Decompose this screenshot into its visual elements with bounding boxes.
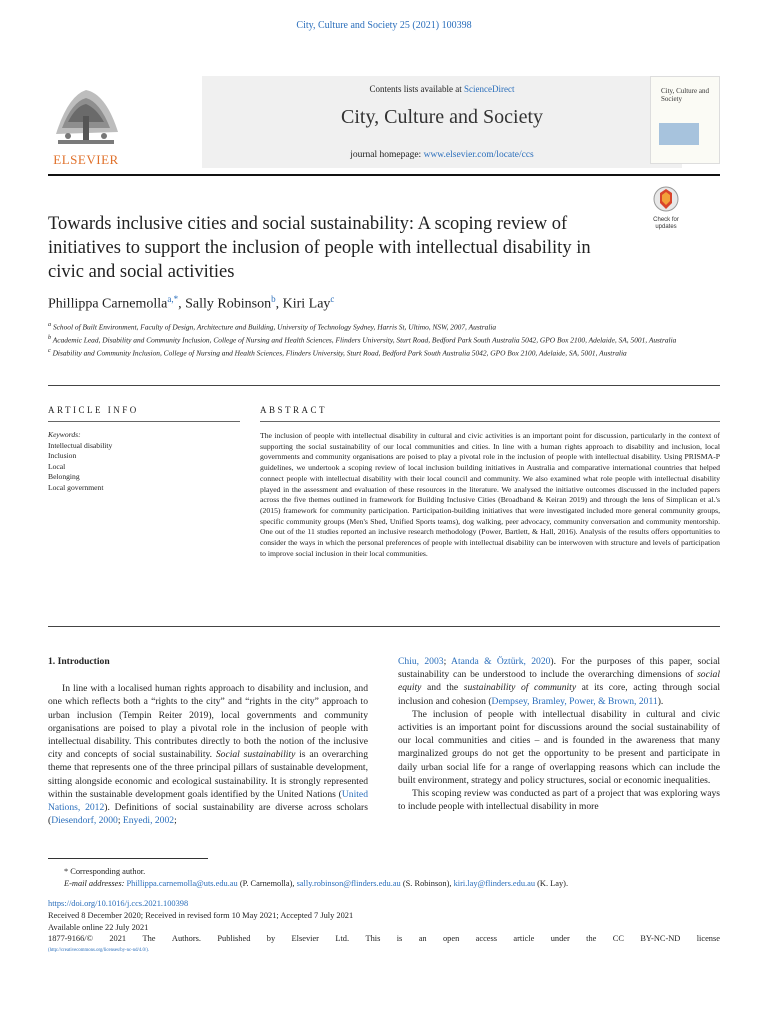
email-link[interactable]: kiri.lay@flinders.edu.au [453, 878, 536, 888]
license-word: Ltd. [335, 934, 350, 944]
body-paragraph: This scoping review was conducted as part of a project that was exploring ways to include people with intellectual disability in more [398, 788, 720, 813]
footnote-rule [48, 858, 208, 859]
affiliations [48, 320, 720, 359]
body-text: ). [657, 695, 664, 707]
abstract-heading: ABSTRACT [260, 405, 328, 415]
affiliation-item [48, 320, 720, 333]
keyword: Intellectual disability [48, 440, 113, 450]
citation-link[interactable]: Dempsey, Bramley, Power, & Brown, 2011 [491, 695, 658, 707]
body-text: ). Definitions of social sustainability are diverse across scholars ( [48, 802, 368, 827]
journal-cover-thumbnail [650, 76, 720, 164]
email-addresses [48, 878, 720, 890]
journal-reference[interactable]: City, Culture and Society 25 (2021) 100398 [296, 20, 472, 31]
keyword: Local government [48, 482, 104, 492]
body-text: In line with a localised human rights approach to disability and inclusion, and one which reflects both a “rights to the city” and “rights in the city” approach to urban inclusion (Tempin Reiter 2019), local governments and community organisations are poised to play a pivotal role in the inclusion of people with intellectual disability. This contributes directly to both the notion of the inclusive city and concepts of social sustainability. [48, 683, 368, 761]
header-rule [48, 174, 720, 176]
keyword: Local [48, 461, 66, 471]
corresponding-author-note: * Corresponding author. [64, 867, 146, 876]
license-word: Elsevier [291, 934, 319, 944]
citation-link[interactable]: Enyedi, 2002 [122, 815, 175, 827]
journal-header [48, 76, 720, 168]
license-word: the [586, 934, 597, 944]
body-text: at its core, acting through social inclusion and cohesion ( [398, 682, 720, 707]
abstract-end-rule [48, 626, 720, 627]
author-list: Phillippa Carnemolla$^{a,*}$, Sally Robinson$^b$, Kiri Lay$^c$ [48, 294, 335, 312]
author-name[interactable]: Kiri Lay [282, 296, 331, 312]
available-online: Available online 22 July 2021 [48, 922, 149, 932]
license-word: The [142, 934, 156, 944]
email-owner: (S. Robinson), [402, 878, 452, 888]
license-word: license [696, 934, 720, 944]
license-word: BY-NC-ND [640, 934, 681, 944]
affiliation-item [48, 333, 720, 346]
author-affil-marker[interactable]: c [330, 294, 335, 304]
homepage-link[interactable]: www.elsevier.com/locate/ccs [423, 150, 534, 160]
affiliation-label: a [48, 322, 52, 328]
license-word: an [418, 934, 427, 944]
license-line [48, 933, 720, 945]
body-text: ; [174, 815, 177, 827]
author-affil-marker[interactable]: a,* [167, 294, 179, 304]
doi-link[interactable]: https://doi.org/10.1016/j.ccs.2021.100398 [48, 899, 189, 908]
body-paragraph [398, 655, 720, 708]
body-italic: Social sustainability [215, 749, 296, 761]
abstract-text: The inclusion of people with intellectual disability in cultural and civic activities is an important point for discussion, particularly in the context of supporting the social sustainability of our local communities and cities. In line with a human rights approach to disability and inclusion, local governments and community organisations are poised to play a pivotal role in the inclusion of people with intellectual disability. Using PRISMA-P guidelines, we undertook a scoping review of local inclusion building initiatives in Australia and comparative international countries that helped connect people with intellectual disability with their local council and community. We also examined what role people with intellectual disability played in the assessment and evaluation of these resources in the literature. We analysed the initiative outcomes discussed in the included papers across the five themes outlined in framework for Building Inclusive Cities (Broadband & Keiran 2019) and through the lens of Simplican et al.'s (2015) framework for community participation. Participation-building initiatives that were investigated included more general community groups, specific community groups (Men's Shed, Unified Sports teams), dog walking, peer advocacy, community conversation and community mentorship. One out of the 11 studies reported an inclusive research methodology (Power, Bartlett, & Hall, 2016). Analysis of the results offers opportunities to consider the ways in which the personal preferences of people with intellectual disability can be interwoven with structure and levels of participation to improve social inclusion in their local communities. [260, 431, 720, 558]
svg-text:Check for: Check for [653, 217, 679, 223]
cover-graphic [659, 123, 699, 145]
footnotes [48, 866, 720, 889]
body-text: ; [117, 815, 123, 827]
body-paragraph [48, 682, 368, 827]
affiliation-text: School of Built Environment, Faculty of Design, Architecture and Building, University of Technology Sydney, Harris St, Ultimo, NSW, 2007, Australia [52, 322, 497, 332]
svg-text:updates: updates [655, 224, 677, 230]
license-word: 2021 [109, 934, 127, 944]
body-text: ; [443, 656, 452, 667]
paper-title: Towards inclusive cities and social sustainability: A scoping review of initiatives to support the inclusion of people with intellectual disability in civic and social activities [48, 214, 591, 282]
email-link[interactable]: sally.robinson@flinders.edu.au [296, 878, 401, 888]
keywords-block [48, 430, 240, 493]
email-owner: (P. Carnemolla), [239, 878, 295, 888]
affiliation-label: b [48, 334, 52, 341]
publisher-name: ELSEVIER [53, 152, 119, 167]
body-text: and the [427, 682, 459, 694]
body-column-left [48, 655, 368, 827]
section-heading: 1. Introduction [48, 656, 110, 667]
publication-info [48, 898, 720, 957]
citation-link[interactable]: Atanda & Öztürk, 2020 [451, 656, 551, 667]
citation-link[interactable]: Chiu, 2003 [398, 656, 444, 667]
affiliation-text: Academic Lead, Disability and Community Inclusion, College of Nursing and Health Sciences, Flinders University, Sturt Road, Bedford Park South Australia 5042, GPO Box 2100, Adelaide, SA, 5001, Australia [52, 335, 677, 345]
abstract-rule [260, 421, 720, 422]
license-word: open [442, 934, 460, 944]
body-paragraph: The inclusion of people with intellectual disability in cultural and civic activities is an important point for discussions around the social sustainability of our local communities and cities – and is founded in the awareness that many marginalized groups do not get the opportunity to be present and participate in daily urban social life for a range of overlapping reasons which can include the built environment, strategy and policy structures, social or economic inequalities. [398, 708, 720, 786]
body-column-right [398, 655, 720, 813]
elsevier-tree-logo [48, 76, 124, 167]
email-label: E-mail addresses: [64, 878, 125, 888]
license-word: CC [612, 934, 624, 944]
affiliation-label: c [48, 347, 51, 354]
check-for-updates-badge[interactable] [648, 185, 684, 231]
license-word: access [475, 934, 498, 944]
license-word: under [550, 934, 570, 944]
journal-homepage [202, 150, 682, 160]
body-italic: sustainability of community [463, 682, 577, 694]
license-word: This [365, 934, 381, 944]
keywords-label: Keywords: [48, 430, 81, 439]
received-dates: Received 8 December 2020; Received in revised form 10 May 2021; Accepted 7 July 2021 [48, 910, 354, 920]
cover-title: City, Culture and Society [661, 87, 709, 103]
check-for-updates-icon [648, 185, 684, 231]
affiliation-text: Disability and Community Inclusion, College of Nursing and Health Sciences, Flinders University, Sturt Road, Bedford Park South Australia 5042, GPO Box 2100, Adelaide, SA, 5001, Australia [52, 348, 627, 358]
article-info-heading: ARTICLE INFO [48, 405, 139, 415]
body-text: ). For the purposes of this paper, social sustainability can be understood to include the overarching dimensions of [398, 656, 720, 681]
author-name[interactable]: Phillippa Carnemolla [48, 296, 168, 312]
contents-line [202, 84, 682, 94]
license-word: Published [217, 934, 251, 944]
email-owner: (K. Lay). [537, 878, 569, 888]
author-name[interactable]: Sally Robinson [185, 296, 272, 312]
citation-link[interactable]: Diesendorf, 2000 [51, 815, 118, 827]
article-info-rule [48, 421, 240, 422]
license-word: by [266, 934, 276, 944]
contents-prefix: Contents lists available at [369, 84, 464, 94]
keyword: Inclusion [48, 451, 77, 460]
license-url[interactable]: (http://creativecommons.org/licenses/by-nc-nd/4.0/). [48, 948, 150, 954]
affiliation-item [48, 346, 720, 359]
homepage-prefix: journal homepage: [350, 150, 424, 160]
keyword: Belonging [48, 472, 80, 481]
header-band [202, 76, 682, 168]
body-text: is an overarching theme that represents one of the three principal pillars of sustainable development, sitting alongside economic and ecological sustainability. It is strongly represented within the sustainable development goals identified by the United Nations ( [48, 749, 368, 800]
email-link[interactable]: Phillippa.carnemolla@uts.edu.au [126, 878, 238, 888]
license-word: article [513, 934, 535, 944]
license-word: 1877-9166/© [48, 934, 93, 944]
license-word: is [396, 934, 403, 944]
journal-title: City, Culture and Society [340, 106, 543, 128]
sciencedirect-link[interactable]: ScienceDirect [464, 84, 515, 94]
author-affil-marker[interactable]: b [271, 294, 276, 304]
body-italic: social equity [398, 669, 720, 694]
citation-link[interactable]: United Nations, 2012 [48, 788, 368, 814]
section-rule [48, 385, 720, 386]
license-word: Authors. [171, 934, 201, 944]
